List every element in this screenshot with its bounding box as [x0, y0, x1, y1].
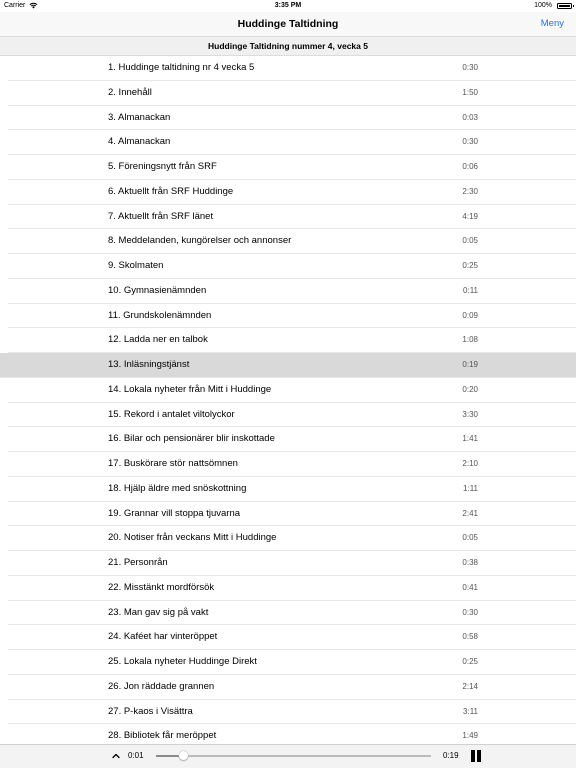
track-duration: 0:06 — [462, 162, 478, 171]
track-row[interactable] — [0, 304, 576, 329]
track-row[interactable] — [0, 353, 576, 378]
track-row[interactable] — [0, 576, 576, 601]
track-title: 7. Aktuellt från SRF länet — [108, 210, 214, 222]
carrier-label: Carrier — [4, 2, 26, 9]
track-row[interactable] — [0, 378, 576, 403]
track-title: 27. P-kaos i Visättra — [108, 705, 193, 717]
track-row[interactable] — [0, 551, 576, 576]
track-title: 18. Hjälp äldre med snöskottning — [108, 482, 247, 494]
status-time: 3:35 PM — [274, 2, 302, 9]
track-row[interactable] — [0, 526, 576, 551]
slider-thumb[interactable] — [179, 751, 188, 760]
track-title: 12. Ladda ner en talbok — [108, 334, 208, 346]
track-title: 2. Innehåll — [108, 86, 152, 98]
track-row[interactable] — [0, 452, 576, 477]
track-duration: 1:41 — [462, 434, 478, 444]
track-title: 25. Lokala nyheter Huddinge Direkt — [108, 656, 257, 667]
track-title: 20. Notiser från veckans Mitt i Huddinge — [108, 532, 277, 544]
pause-bar-left — [471, 750, 475, 762]
track-title: 28. Bibliotek får meröppet — [108, 730, 217, 742]
track-duration: 0:30 — [462, 607, 478, 617]
track-row[interactable] — [0, 328, 576, 353]
track-title: 13. Inläsningstjänst — [108, 359, 190, 370]
track-title: 1. Huddinge taltidning nr 4 vecka 5 — [108, 62, 255, 73]
track-duration: 0:58 — [462, 632, 478, 642]
track-duration: 0:38 — [462, 558, 478, 567]
track-row[interactable] — [0, 625, 576, 650]
track-duration: 0:30 — [462, 137, 478, 147]
track-duration: 1:49 — [462, 731, 478, 741]
track-duration: 1:08 — [462, 335, 478, 345]
track-title: 24. Kaféet har vinteröppet — [108, 631, 218, 643]
track-duration: 2:10 — [462, 459, 478, 468]
track-duration: 0:05 — [462, 533, 478, 543]
battery-percentage: 100% — [534, 2, 552, 9]
track-title: 4. Almanackan — [108, 136, 171, 148]
status-bar — [0, 0, 576, 12]
track-duration: 0:09 — [462, 310, 478, 320]
track-duration: 0:19 — [462, 360, 478, 369]
track-title: 14. Lokala nyheter från Mitt i Huddinge — [108, 383, 272, 395]
track-title: 9. Skolmaten — [108, 260, 164, 271]
navigation-bar — [0, 12, 576, 36]
track-row[interactable] — [0, 427, 576, 452]
track-duration: 1:50 — [462, 87, 478, 97]
player-bar — [0, 744, 576, 768]
track-row[interactable] — [0, 254, 576, 279]
track-duration: 0:20 — [462, 384, 478, 394]
track-title: 21. Personrån — [108, 557, 168, 568]
pause-icon[interactable] — [469, 749, 483, 763]
track-row[interactable] — [0, 675, 576, 700]
track-title: 6. Aktuellt från SRF Huddinge — [108, 185, 234, 197]
track-row[interactable] — [0, 81, 576, 106]
track-title: 22. Misstänkt mordförsök — [108, 581, 215, 593]
playback-slider[interactable] — [156, 755, 431, 757]
track-duration: 0:25 — [462, 261, 478, 270]
track-duration: 0:41 — [462, 582, 478, 592]
track-row[interactable] — [0, 502, 576, 527]
track-duration: 2:41 — [462, 508, 478, 518]
track-title: 16. Bilar och pensionärer blir inskottade — [108, 433, 275, 445]
track-duration: 0:05 — [462, 236, 478, 246]
track-duration: 2:14 — [462, 681, 478, 691]
track-title: 15. Rekord i antalet viltolyckor — [108, 408, 235, 420]
track-duration-total: 0:19 — [443, 751, 459, 760]
track-title: 26. Jon räddade grannen — [108, 680, 215, 692]
track-list[interactable] — [0, 56, 576, 744]
track-duration: 0:30 — [462, 63, 478, 72]
track-duration: 3:11 — [463, 706, 478, 716]
track-duration: 0:03 — [462, 112, 478, 122]
track-duration: 3:30 — [462, 409, 478, 419]
track-row[interactable] — [0, 106, 576, 131]
track-row[interactable] — [0, 477, 576, 502]
track-title: 11. Grundskolenämnden — [108, 309, 212, 321]
track-title: 3. Almanackan — [108, 111, 171, 123]
track-title: 23. Man gav sig på vakt — [108, 606, 209, 618]
elapsed-time: 0:01 — [128, 751, 144, 760]
track-row[interactable] — [0, 180, 576, 205]
menu-button[interactable]: Meny — [540, 18, 564, 29]
track-duration: 0:11 — [463, 285, 478, 295]
track-row[interactable] — [0, 724, 576, 744]
track-row[interactable] — [0, 700, 576, 725]
track-row[interactable] — [0, 155, 576, 180]
track-duration: 4:19 — [462, 211, 478, 221]
track-title: 10. Gymnasienämnden — [108, 284, 207, 296]
track-row[interactable] — [0, 56, 576, 81]
track-row[interactable] — [0, 205, 576, 230]
track-row[interactable] — [0, 650, 576, 675]
battery-icon — [557, 3, 572, 9]
page-title: Huddinge Taltidning — [237, 18, 339, 30]
chevron-up-icon[interactable] — [110, 750, 122, 762]
issue-header: Huddinge Taltidning nummer 4, vecka 5 — [0, 36, 576, 56]
track-row[interactable] — [0, 601, 576, 626]
track-title: 19. Grannar vill stoppa tjuvarna — [108, 507, 241, 519]
pause-bar-right — [477, 750, 481, 762]
track-row[interactable] — [0, 279, 576, 304]
track-duration: 1:11 — [463, 483, 478, 493]
track-row[interactable] — [0, 229, 576, 254]
track-row[interactable] — [0, 403, 576, 428]
track-duration: 2:30 — [462, 186, 478, 196]
track-title: 17. Buskörare stör nattsömnen — [108, 458, 238, 469]
track-title: 8. Meddelanden, kungörelser och annonser — [108, 235, 292, 247]
track-row[interactable] — [0, 130, 576, 155]
track-duration: 0:25 — [462, 657, 478, 666]
track-title: 5. Föreningsnytt från SRF — [108, 161, 217, 172]
